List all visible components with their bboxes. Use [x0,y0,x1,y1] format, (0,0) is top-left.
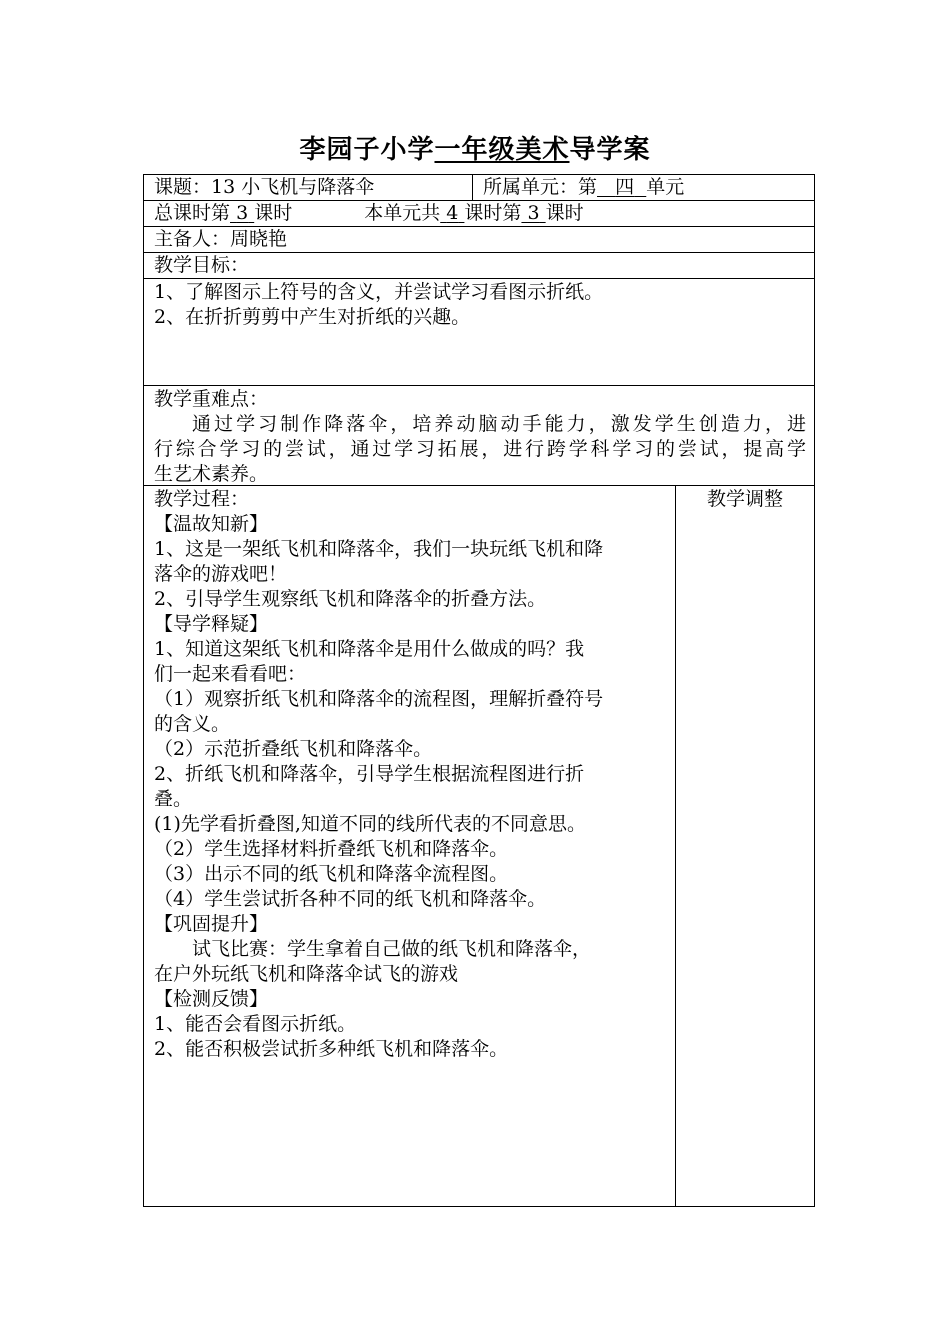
row-preparer [144,227,814,253]
unit-value [597,176,646,198]
adjust-cell [676,486,814,1206]
row-goals-content [144,279,814,386]
key-points-block [144,387,814,487]
goals-label: 教学目标： [154,254,250,276]
process-line: (1)先学看折叠图,知道不同的线所代表的不同意思。 [154,813,586,835]
process-line: 1、知道这架纸飞机和降落伞是用什么做成的吗？我 [154,638,585,660]
process-line: （2）学生选择材料折叠纸飞机和降落伞。 [154,838,509,860]
goal-item: 2、在折折剪剪中产生对折纸的兴趣。 [154,306,471,328]
process-line: 在户外玩纸飞机和降落伞试飞的游戏 [154,963,459,985]
unit-hours-value [440,202,464,224]
total-hours-value [230,202,254,224]
unit-value-text: 四 [615,176,635,198]
lesson-plan-table [143,174,815,1207]
unit-hours-number2: 3 [527,202,540,224]
section-heading: 【巩固提升】 [154,913,269,935]
total-hours-number: 3 [236,202,249,224]
goals-list [144,280,814,330]
unit-hours-number: 4 [446,202,459,224]
process-line: 叠。 [154,788,193,810]
unit-label: 所属单元：第 [483,176,598,198]
course-label: 课题： [154,176,212,198]
process-label: 教学过程： [154,488,250,510]
key-points-line: 通过学习制作降落伞，培养动脑动手能力，激发学生创造力，进 [192,413,806,435]
unit-hours-prefix: 本单元共 [364,202,441,224]
process-line: 2、引导学生观察纸飞机和降落伞的折叠方法。 [154,588,547,610]
title-school: 李园子小学 [299,135,435,165]
goal-item: 1、了解图示上符号的含义，并尝试学习看图示折纸。 [154,281,604,303]
row-process [144,486,814,1206]
section-heading: 【温故知新】 [154,513,269,535]
unit-hours-suffix: 课时 [545,202,584,224]
process-line: （4）学生尝试折各种不同的纸飞机和降落伞。 [154,888,547,910]
unit-hours-mid: 课时第 [464,202,522,224]
course-cell [144,175,473,200]
page-title [0,132,950,168]
title-doc-type: 导学案 [569,135,651,165]
process-line: 落伞的游戏吧！ [154,563,288,585]
process-line: 2、折纸飞机和降落伞，引导学生根据流程图进行折 [154,763,585,785]
total-hours-suffix: 课时 [254,202,293,224]
adjust-label: 教学调整 [706,488,783,510]
process-line: （1）观察折纸飞机和降落伞的流程图，理解折叠符号 [154,688,604,710]
total-hours-prefix: 总课时第 [154,202,231,224]
process-line: 试飞比赛：学生拿着自己做的纸飞机和降落伞， [192,938,592,960]
key-points-line: 行综合学习的尝试，通过学习拓展，进行跨学科学习的尝试，提高学 [154,438,806,460]
process-line: 们一起来看看吧： [154,663,307,685]
preparer-name: 周晓艳 [230,228,288,250]
process-line: 1、能否会看图示折纸。 [154,1013,357,1035]
row-hours [144,201,814,227]
course-value: 13 小飞机与降落伞 [211,176,375,198]
key-points-line: 生艺术素养。 [154,463,269,485]
preparer-label: 主备人： [154,228,231,250]
process-line: 2、能否积极尝试折多种纸飞机和降落伞。 [154,1038,509,1060]
process-cell [144,486,676,1206]
process-line: （2）示范折叠纸飞机和降落伞。 [154,738,433,760]
section-heading: 【导学释疑】 [154,613,269,635]
key-points-label: 教学重难点： [154,388,269,410]
process-line: （3）出示不同的纸飞机和降落伞流程图。 [154,863,509,885]
unit-hours-value2 [521,202,545,224]
row-course [144,175,814,201]
process-line: 的含义。 [154,713,231,735]
process-block [144,487,675,1062]
title-grade-subject: 一年级美术 [434,135,570,165]
row-key-points [144,386,814,486]
unit-suffix: 单元 [646,176,685,198]
process-line: 1、这是一架纸飞机和降落伞，我们一块玩纸飞机和降 [154,538,604,560]
unit-cell [473,175,814,200]
section-heading: 【检测反馈】 [154,988,269,1010]
row-goals-label [144,253,814,279]
